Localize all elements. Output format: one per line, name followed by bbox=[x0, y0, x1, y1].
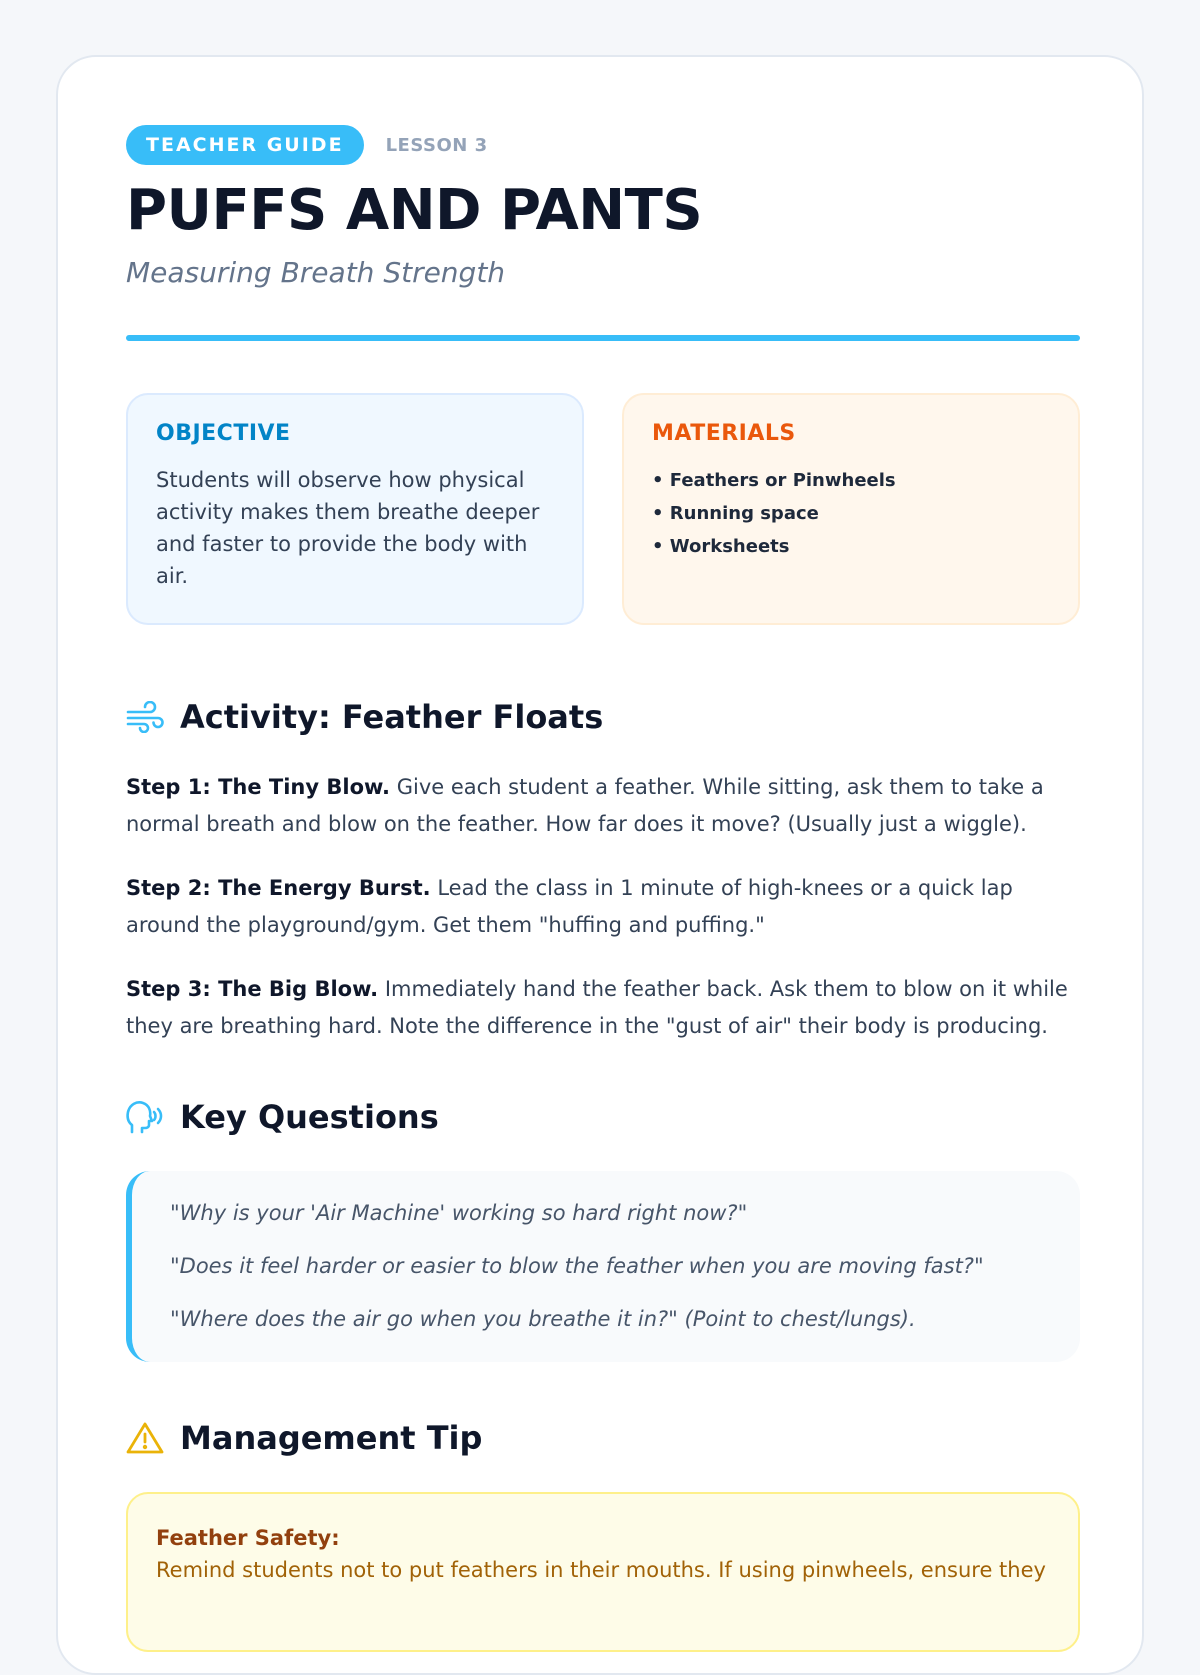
management-tip-box bbox=[126, 1492, 1080, 1652]
materials-list bbox=[652, 464, 1050, 563]
key-question: "Does it feel harder or easier to blow the feather when you are moving fast?" bbox=[170, 1254, 984, 1278]
activity-step bbox=[126, 870, 1080, 944]
step-label: Step 2: The Energy Burst. bbox=[126, 876, 431, 900]
lesson-card bbox=[56, 55, 1144, 1675]
activity-heading: Activity: Feather Floats bbox=[180, 698, 604, 736]
objective-box bbox=[126, 393, 584, 625]
lesson-number: LESSON 3 bbox=[385, 134, 488, 156]
lesson-content bbox=[126, 125, 1080, 1652]
materials-box bbox=[622, 393, 1080, 625]
questions-heading: Key Questions bbox=[180, 1098, 439, 1136]
key-questions-box bbox=[126, 1171, 1080, 1362]
objective-text: Students will observe how physical activity makes them breathe deeper and faster to provide the body with air. bbox=[156, 468, 540, 588]
step-text: Immediately hand the feather back. Ask them to blow on it while they are breathing hard. Note the difference in the "gust of air" their body is producing. bbox=[126, 977, 1068, 1038]
teacher-guide-badge: TEACHER GUIDE bbox=[126, 125, 364, 165]
tip-label: Feather Safety: bbox=[156, 1526, 340, 1550]
activity-section-header bbox=[126, 695, 1080, 739]
key-question: "Where does the air go when you breathe it in?" (Point to chest/lungs). bbox=[170, 1307, 916, 1331]
step-label: Step 1: The Tiny Blow. bbox=[126, 775, 391, 799]
tip-section-header bbox=[126, 1416, 1080, 1460]
activity-step bbox=[126, 971, 1080, 1045]
objective-heading: OBJECTIVE bbox=[156, 421, 291, 446]
questions-section-header bbox=[126, 1095, 1080, 1139]
warning-icon bbox=[126, 1418, 166, 1458]
tip-text: Remind students not to put feathers in their mouths. If using pinwheels, ensure they bbox=[156, 1558, 1046, 1582]
header-meta bbox=[126, 125, 1080, 165]
materials-item: • Feathers or Pinwheels bbox=[652, 464, 1050, 497]
step-text: Give each student a feather. While sitting, ask them to take a normal breath and blow on the feather. How far does it move? (Usually just a wiggle). bbox=[126, 775, 1044, 836]
title-divider bbox=[126, 335, 1080, 341]
materials-item: • Worksheets bbox=[652, 530, 1050, 563]
page-subtitle: Measuring Breath Strength bbox=[126, 256, 506, 289]
tip-heading: Management Tip bbox=[180, 1419, 483, 1457]
materials-item: • Running space bbox=[652, 497, 1050, 530]
step-text: Lead the class in 1 minute of high-knees or a quick lap around the playground/gym. Get them "huffing and puffing." bbox=[126, 876, 1013, 937]
key-question: "Why is your 'Air Machine' working so hard right now?" bbox=[170, 1201, 748, 1225]
activity-step bbox=[126, 769, 1080, 843]
info-boxes bbox=[126, 393, 1080, 625]
page-title: PUFFS AND PANTS bbox=[126, 178, 703, 243]
activity-steps bbox=[126, 769, 1080, 1045]
speaking-head-icon bbox=[126, 1097, 166, 1137]
wind-icon bbox=[126, 697, 166, 737]
materials-heading: MATERIALS bbox=[652, 421, 796, 446]
step-label: Step 3: The Big Blow. bbox=[126, 977, 379, 1001]
